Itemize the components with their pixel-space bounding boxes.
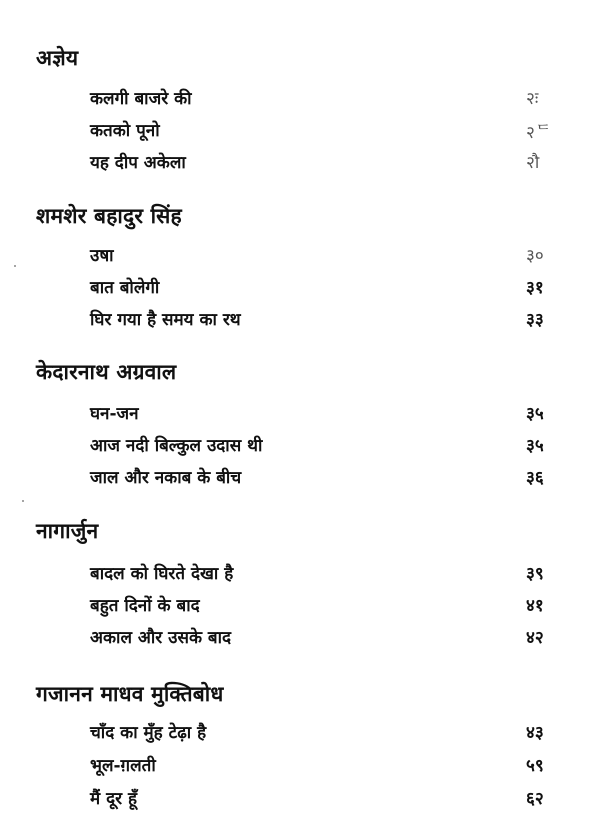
section-heading-muktibodh: गजानन माधव मुक्तिबोध bbox=[36, 682, 224, 706]
toc-entry-page: ४२ bbox=[526, 628, 544, 648]
toc-entry-title: चाँद का मुँह टेढ़ा है bbox=[90, 723, 207, 743]
toc-entry-page: २ः bbox=[526, 89, 539, 109]
toc-entry-page: ५९ bbox=[526, 756, 544, 776]
toc-entry-page: ३५ bbox=[526, 404, 544, 424]
toc-entry-title: बादल को घिरते देखा है bbox=[90, 564, 234, 584]
toc-entry-title: घिर गया है समय का रथ bbox=[90, 310, 241, 330]
toc-entry-title: कलगी बाजरे की bbox=[90, 89, 192, 109]
section-heading-shamsher: शमशेर बहादुर सिंह bbox=[36, 204, 182, 228]
toc-entry-title: बहुत दिनों के बाद bbox=[90, 596, 200, 616]
toc-entry-title: आज नदी बिल्कुल उदास थी bbox=[90, 436, 263, 456]
section-heading-kedarnath: केदारनाथ अग्रवाल bbox=[36, 360, 177, 384]
toc-entry-page: २ᄃ bbox=[526, 123, 552, 143]
scan-speck bbox=[22, 500, 24, 502]
toc-entry-page: ३३ bbox=[526, 310, 544, 330]
toc-entry-title: मैं दूर हूँ bbox=[90, 789, 138, 809]
toc-entry-page: ३९ bbox=[526, 564, 544, 584]
toc-entry-page: २ौ bbox=[526, 153, 540, 173]
toc-entry-title: अकाल और उसके बाद bbox=[90, 628, 232, 648]
toc-entry-title: जाल और नकाब के बीच bbox=[90, 468, 242, 488]
toc-entry-page: ३५ bbox=[526, 436, 544, 456]
scan-speck bbox=[14, 265, 16, 267]
toc-entry-page: ३६ bbox=[526, 468, 544, 488]
toc-entry-title: यह दीप अकेला bbox=[90, 153, 186, 173]
toc-entry-title: घन-जन bbox=[90, 404, 139, 424]
toc-entry-page: ३० bbox=[526, 246, 544, 266]
toc-entry-page: ४३ bbox=[526, 723, 544, 743]
section-heading-nagarjun: नागार्जुन bbox=[36, 519, 99, 543]
toc-entry-page: ६२ bbox=[526, 789, 544, 809]
toc-entry-title: बात बोलेगी bbox=[90, 278, 160, 298]
section-heading-agyeya: अज्ञेय bbox=[36, 46, 79, 70]
toc-entry-title: उषा bbox=[90, 246, 114, 266]
toc-entry-page: ३१ bbox=[526, 278, 544, 298]
toc-entry-title: भूल-ग़लती bbox=[90, 756, 156, 776]
toc-entry-page: ४१ bbox=[526, 596, 544, 616]
toc-entry-title: कतको पूनो bbox=[90, 121, 160, 141]
